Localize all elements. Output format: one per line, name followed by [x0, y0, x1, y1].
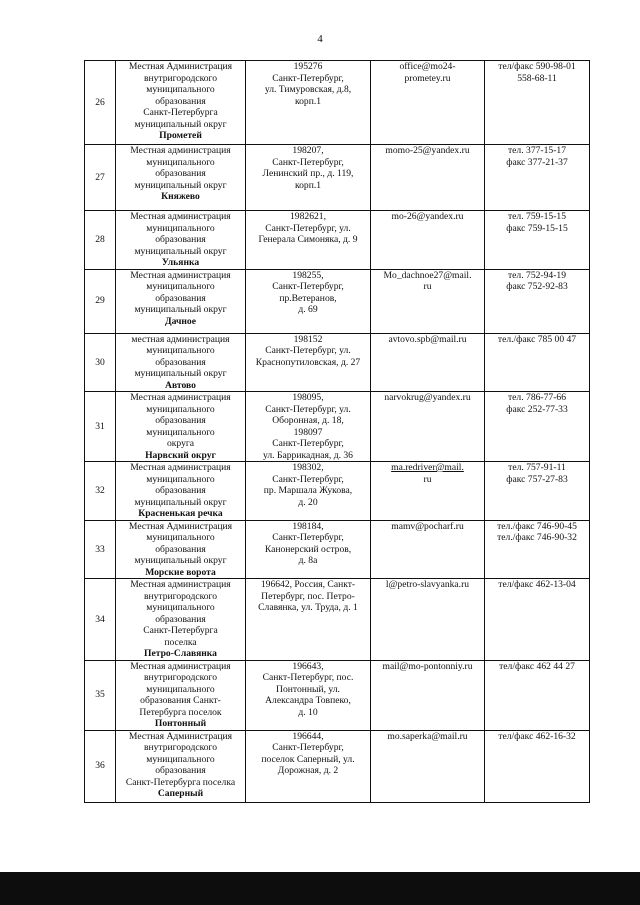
- email: [371, 145, 485, 211]
- cell-line: ru: [423, 473, 432, 485]
- cell-line: местная администрация: [131, 333, 230, 345]
- cell-line: факс 377-21-37: [506, 156, 568, 168]
- cell-line: Славянка, ул. Труда, д. 1: [258, 602, 358, 613]
- email: [371, 61, 485, 145]
- cell-line: муниципального: [146, 222, 215, 234]
- cell-line: тел. 759-15-15: [507, 211, 566, 222]
- administration-name: [116, 211, 246, 270]
- administration-name: [116, 269, 246, 333]
- row-number: 27: [85, 145, 116, 211]
- administration-name: [116, 333, 246, 392]
- cell-line: 198207,: [292, 145, 324, 156]
- cell-line: 198302,: [292, 462, 324, 473]
- cell-line: Санкт-Петербург,: [272, 742, 344, 753]
- phone: [485, 730, 590, 802]
- cell-line: prometey.ru: [404, 72, 451, 84]
- address: [246, 211, 371, 270]
- cell-line: Санкт-Петербург,: [272, 473, 344, 485]
- phone: [485, 211, 590, 270]
- cell-line: 558-68-11: [517, 72, 557, 84]
- cell-line: Оборонная, д. 18,: [272, 415, 344, 426]
- cell-line: округа: [166, 438, 195, 449]
- email: [371, 462, 485, 521]
- row-number: 32: [85, 462, 116, 521]
- cell-line: муниципальный округ: [134, 245, 227, 257]
- row-number: 36: [85, 730, 116, 802]
- cell-line: 195276: [293, 61, 323, 72]
- cell-line: Санкт-Петербург,: [272, 156, 344, 168]
- scan-edge-bar: [0, 872, 640, 905]
- email: [371, 333, 485, 392]
- cell-line: внутригородского: [143, 672, 218, 683]
- cell-line: тел. 786-77-66: [507, 392, 566, 403]
- row-number: 33: [85, 520, 116, 579]
- cell-line: тел/факс 462 44 27: [499, 660, 575, 672]
- cell-line: муниципального: [146, 84, 215, 95]
- cell-line: ул. Тимуровская, д.8,: [264, 84, 352, 95]
- cell-line: корп.1: [294, 179, 322, 191]
- cell-line: внутригородского: [143, 72, 218, 84]
- address: [246, 730, 371, 802]
- phone: [485, 61, 590, 145]
- table-row: [85, 392, 590, 462]
- table-row: [85, 61, 590, 145]
- cell-line: Санкт-Петербурга: [143, 107, 218, 118]
- cell-line: факс 757-27-83: [506, 473, 568, 485]
- cell-line: муниципальный округ: [134, 555, 227, 566]
- cell-line: муниципальный округ: [134, 118, 227, 130]
- cell-line: Местная Администрация: [128, 520, 233, 532]
- cell-line: тел/факс 462-16-32: [498, 730, 576, 742]
- cell-line: Краснопутиловская, д. 27: [255, 356, 361, 368]
- cell-line: Местная администрация: [130, 145, 231, 156]
- cell-line: Александра Товпеко,: [265, 695, 351, 706]
- row-number: 31: [85, 392, 116, 462]
- cell-line: 198152: [293, 333, 323, 345]
- page-number: 4: [317, 33, 323, 45]
- administration-name: [116, 730, 246, 802]
- cell-line: office@mo24-: [399, 61, 456, 72]
- cell-line: факс 759-15-15: [506, 222, 568, 234]
- cell-line: тел. 377-15-17: [507, 145, 566, 156]
- cell-line: тел. 752-94-19: [507, 269, 566, 281]
- cell-line: поселок Саперный, ул.: [261, 753, 355, 765]
- cell-line: муниципальный округ: [134, 496, 227, 508]
- cell-line: муниципального: [146, 426, 215, 438]
- cell-line: narvokrug@yandex.ru: [384, 392, 471, 403]
- phone: [485, 462, 590, 521]
- district-name: Петро-Славянка: [144, 648, 217, 659]
- table-row: [85, 660, 590, 730]
- email: [371, 579, 485, 661]
- district-name: Нарвский округ: [145, 449, 216, 461]
- district-name: Понтонный: [154, 718, 207, 729]
- address: [246, 269, 371, 333]
- row-number: 34: [85, 579, 116, 661]
- cell-line: тел/факс 462-13-04: [498, 579, 576, 590]
- cell-line: ma.redriver@mail.: [391, 462, 464, 473]
- cell-line: поселка: [164, 636, 197, 648]
- cell-line: д. 20: [298, 496, 318, 508]
- cell-line: д. 8а: [298, 555, 318, 566]
- phone: [485, 145, 590, 211]
- cell-line: пр. Маршала Жукова,: [263, 485, 353, 496]
- cell-line: mail@mo-pontonniy.ru: [382, 660, 473, 672]
- address: [246, 579, 371, 661]
- cell-line: муниципального: [146, 473, 215, 485]
- address: [246, 520, 371, 579]
- cell-line: Местная администрация: [130, 660, 231, 672]
- cell-line: муниципального: [146, 281, 215, 292]
- district-name: Саперный: [157, 788, 204, 799]
- cell-line: Канонерский остров,: [264, 543, 352, 555]
- phone: [485, 579, 590, 661]
- row-number: 26: [85, 61, 116, 145]
- cell-line: Местная администрация: [130, 462, 231, 473]
- cell-line: тел./факс 785 00 47: [497, 333, 577, 345]
- table-row: [85, 579, 590, 661]
- cell-line: 198184,: [292, 520, 324, 532]
- email: [371, 520, 485, 579]
- district-name: Ульянка: [161, 257, 200, 268]
- cell-line: муниципальный округ: [134, 368, 227, 379]
- email: [371, 211, 485, 270]
- cell-line: д. 10: [298, 706, 318, 718]
- cell-line: Mo_dachnoe27@mail.: [383, 269, 472, 281]
- cell-line: образования: [155, 95, 206, 107]
- administrations-table: [84, 60, 590, 803]
- cell-line: 1982621,: [290, 211, 326, 222]
- cell-line: внутригородского: [143, 742, 218, 753]
- cell-line: муниципального: [146, 403, 215, 415]
- cell-line: l@petro-slavyanka.ru: [385, 579, 470, 590]
- cell-line: муниципального: [146, 156, 215, 168]
- cell-line: образования: [155, 485, 206, 496]
- cell-line: факс 752-92-83: [506, 281, 568, 292]
- cell-line: Санкт-Петербурга поселка: [125, 776, 236, 788]
- row-number: 35: [85, 660, 116, 730]
- cell-line: образования: [155, 234, 206, 245]
- cell-line: муниципального: [146, 532, 215, 543]
- cell-line: Местная администрация: [130, 392, 231, 403]
- cell-line: д. 69: [298, 304, 318, 315]
- cell-line: муниципальный округ: [134, 179, 227, 191]
- administration-name: [116, 660, 246, 730]
- email: [371, 269, 485, 333]
- cell-line: Санкт-Петербург, ул.: [265, 403, 351, 415]
- cell-line: образования: [155, 543, 206, 555]
- administration-name: [116, 61, 246, 145]
- phone: [485, 520, 590, 579]
- cell-line: образования: [155, 292, 206, 304]
- row-number: 28: [85, 211, 116, 270]
- cell-line: Местная администрация: [130, 211, 231, 222]
- cell-line: momo-25@yandex.ru: [385, 145, 470, 156]
- cell-line: mamv@pocharf.ru: [391, 520, 464, 532]
- district-name: Дачное: [164, 315, 196, 327]
- phone: [485, 269, 590, 333]
- cell-line: Санкт-Петербурга: [143, 625, 218, 636]
- cell-line: образования: [155, 415, 206, 426]
- address: [246, 392, 371, 462]
- address: [246, 145, 371, 211]
- cell-line: Местная администрация: [130, 579, 231, 590]
- cell-line: Петербург, пос. Петро-: [261, 590, 355, 602]
- cell-line: Местная Администрация: [128, 730, 233, 742]
- cell-line: Дорожная, д. 2: [277, 765, 339, 776]
- table-row: [85, 145, 590, 211]
- email: [371, 730, 485, 802]
- district-name: Красненькая речка: [138, 508, 223, 519]
- cell-line: корп.1: [294, 95, 322, 107]
- cell-line: Местная администрация: [130, 269, 231, 281]
- cell-line: тел./факс 746-90-32: [497, 532, 577, 543]
- cell-line: 196642, Россия, Санкт-: [260, 579, 356, 590]
- cell-line: образования: [155, 765, 206, 776]
- table-row: [85, 520, 590, 579]
- cell-line: образования Санкт-: [140, 695, 221, 706]
- cell-line: тел/факс 590-98-01: [498, 61, 576, 72]
- cell-line: внутригородского: [143, 590, 218, 602]
- table-row: [85, 269, 590, 333]
- cell-line: mo.saperka@mail.ru: [387, 730, 468, 742]
- cell-line: муниципального: [146, 345, 215, 356]
- cell-line: муниципального: [146, 683, 215, 695]
- cell-line: образования: [155, 168, 206, 179]
- cell-line: Санкт-Петербург,: [272, 438, 344, 449]
- email: [371, 392, 485, 462]
- cell-line: Понтонный, ул.: [276, 683, 340, 695]
- district-name: Княжево: [161, 191, 200, 202]
- address: [246, 660, 371, 730]
- phone: [485, 392, 590, 462]
- cell-line: Санкт-Петербург, ул.: [265, 345, 351, 356]
- row-number: 29: [85, 269, 116, 333]
- administration-name: [116, 520, 246, 579]
- district-name: Автово: [165, 379, 196, 391]
- cell-line: факс 252-77-33: [506, 403, 568, 415]
- cell-line: Санкт-Петербург,: [272, 72, 344, 84]
- administration-name: [116, 579, 246, 661]
- table-row: [85, 730, 590, 802]
- cell-line: 196644,: [292, 730, 324, 742]
- table-row: [85, 211, 590, 270]
- table-body: [85, 61, 590, 803]
- district-name: Морские ворота: [145, 566, 216, 578]
- cell-line: Генерала Симоняка, д. 9: [258, 234, 358, 245]
- cell-line: муниципального: [146, 602, 215, 613]
- email: [371, 660, 485, 730]
- cell-line: Санкт-Петербург, ул.: [265, 222, 351, 234]
- cell-line: 198097: [293, 426, 323, 438]
- district-name: Прометей: [159, 130, 202, 141]
- cell-line: ул. Баррикадная, д. 36: [263, 449, 353, 461]
- cell-line: муниципального: [146, 753, 215, 765]
- cell-line: Петербурга поселок: [139, 706, 222, 718]
- cell-line: mo-26@yandex.ru: [391, 211, 464, 222]
- cell-line: образования: [155, 613, 206, 625]
- phone: [485, 660, 590, 730]
- administration-name: [116, 462, 246, 521]
- administration-name: [116, 145, 246, 211]
- address: [246, 462, 371, 521]
- cell-line: тел. 757-91-11: [508, 462, 566, 473]
- administration-name: [116, 392, 246, 462]
- cell-line: ru: [423, 281, 432, 292]
- table-row: [85, 333, 590, 392]
- cell-line: Санкт-Петербург,: [272, 532, 344, 543]
- phone: [485, 333, 590, 392]
- row-number: 30: [85, 333, 116, 392]
- cell-line: Санкт-Петербург,: [272, 281, 344, 292]
- cell-line: avtovo.spb@mail.ru: [388, 333, 467, 345]
- address: [246, 61, 371, 145]
- address: [246, 333, 371, 392]
- cell-line: 196643,: [292, 660, 324, 672]
- cell-line: Местная Администрация: [128, 61, 233, 72]
- cell-line: муниципальный округ: [134, 304, 227, 315]
- cell-line: Ленинский пр., д. 119,: [262, 168, 354, 179]
- cell-line: тел./факс 746-90-45: [497, 520, 577, 532]
- cell-line: пр.Ветеранов,: [279, 292, 337, 304]
- cell-line: 198095,: [292, 392, 324, 403]
- cell-line: 198255,: [292, 269, 324, 281]
- cell-line: Санкт-Петербург, пос.: [262, 672, 354, 683]
- table-row: [85, 462, 590, 521]
- cell-line: образования: [155, 356, 206, 368]
